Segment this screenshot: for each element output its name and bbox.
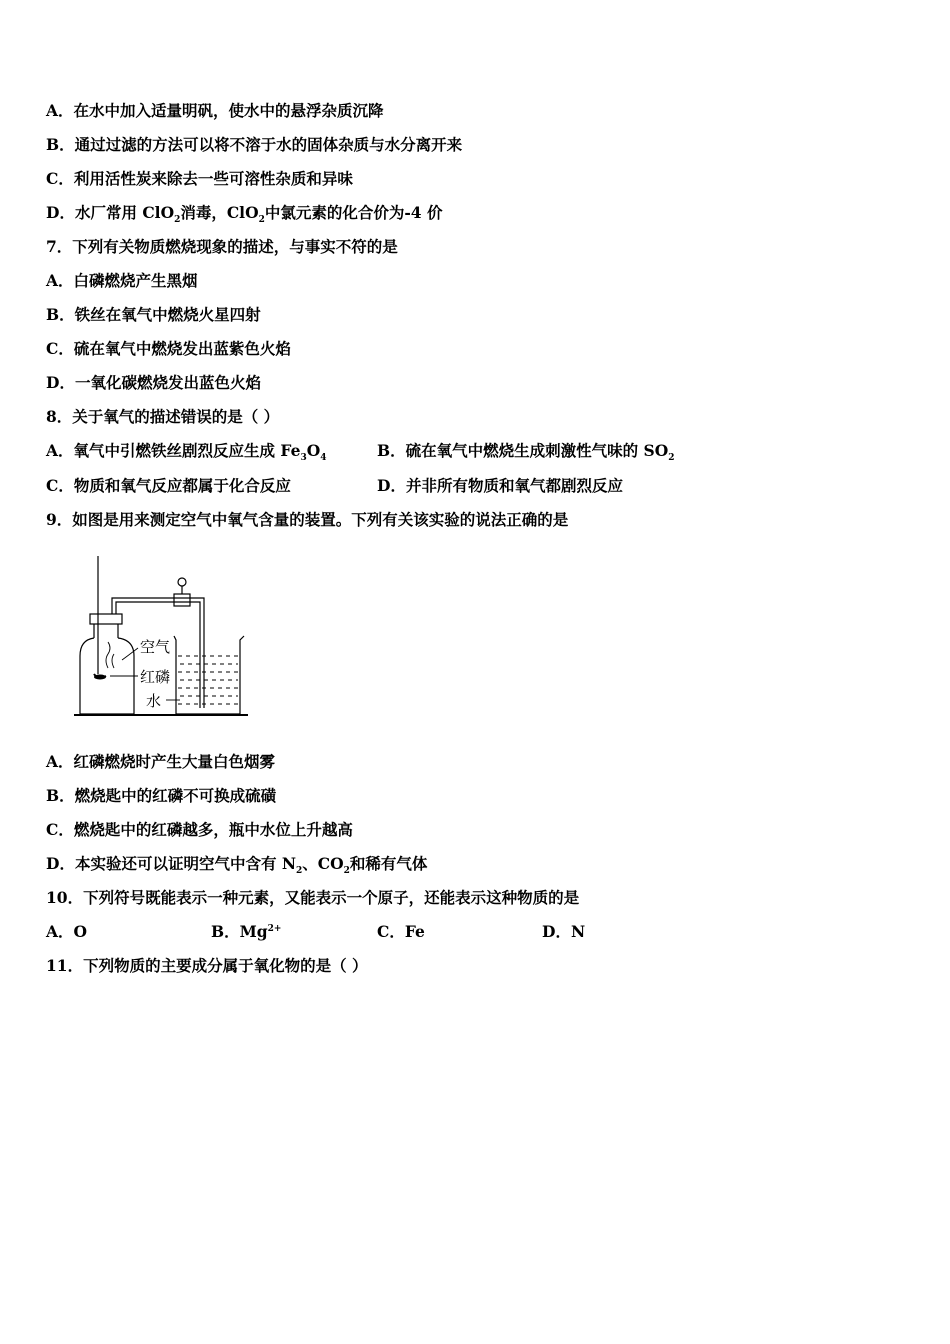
option-text: 白磷燃烧产生黑烟 — [73, 271, 198, 290]
q11-stem: 11．下列物质的主要成分属于氧化物的是（ ） — [46, 956, 368, 975]
option-text: 消毒，ClO — [180, 203, 259, 222]
red-phosphorus — [94, 675, 106, 680]
water — [178, 656, 238, 704]
subscript: 2 — [343, 866, 350, 877]
option-text: 水厂常用 ClO — [74, 203, 175, 222]
clamp — [174, 594, 190, 606]
smoke-wisp — [112, 654, 114, 668]
option-label: D． — [542, 922, 571, 941]
option-text: 通过过滤的方法可以将不溶于水的固体杂质与水分离开来 — [74, 135, 463, 154]
q7-option-a — [46, 268, 198, 294]
option-text: 并非所有物质和氧气都剧烈反应 — [405, 476, 623, 495]
option-label: D． — [46, 203, 75, 222]
option-text: 本实验还可以证明空气中含有 N — [74, 854, 297, 873]
subscript: 4 — [320, 453, 327, 464]
superscript: 2+ — [267, 923, 282, 934]
option-text: 、CO — [302, 854, 344, 873]
q8-options-row-1 — [46, 438, 746, 464]
q6-option-c — [46, 166, 353, 192]
subscript: 3 — [300, 453, 307, 464]
option-text: 在水中加入适量明矾，使水中的悬浮杂质沉降 — [73, 101, 384, 120]
q8-stem: 8．关于氧气的描述错误的是（ ） — [46, 407, 280, 426]
option-label: A． — [46, 101, 74, 120]
q10-option-a — [46, 919, 87, 945]
option-text: 燃烧匙中的红磷不可换成硫磺 — [74, 786, 277, 805]
option-text: 一氧化碳燃烧发出蓝色火焰 — [74, 373, 261, 392]
option-label: B． — [46, 135, 75, 154]
label-red-phosphorus: 红磷 — [140, 668, 171, 686]
option-text: 氧气中引燃铁丝剧烈反应生成 Fe — [73, 441, 301, 460]
stopper — [90, 614, 122, 624]
q7-option-c — [46, 336, 291, 362]
q9-option-b — [46, 783, 276, 809]
option-label: B． — [46, 305, 75, 324]
option-text: 物质和氧气反应都属于化合反应 — [73, 476, 291, 495]
subscript: 2 — [668, 453, 675, 464]
option-label: C． — [46, 339, 74, 358]
option-text: 铁丝在氧气中燃烧火星四射 — [74, 305, 261, 324]
option-label: B． — [377, 441, 406, 460]
option-label: B． — [46, 786, 75, 805]
option-text: 燃烧匙中的红磷越多，瓶中水位上升越高 — [73, 820, 353, 839]
q8-option-b — [377, 438, 674, 464]
q9-option-d — [46, 851, 427, 877]
pointer-air — [122, 648, 138, 660]
label-water: 水 — [146, 692, 162, 710]
option-label: D． — [46, 373, 75, 392]
option-label: A． — [46, 441, 74, 460]
q8-option-c — [46, 473, 291, 499]
option-text: 红磷燃烧时产生大量白色烟雾 — [73, 752, 276, 771]
smoke-wisp — [106, 642, 110, 668]
clamp-screw — [178, 578, 186, 586]
q6-option-b — [46, 132, 462, 158]
q10-options-row — [46, 919, 646, 945]
beaker — [174, 636, 244, 714]
q7-option-d — [46, 370, 261, 396]
subscript: 2 — [258, 215, 265, 226]
q8-options-row-2 — [46, 473, 746, 499]
q7-option-b — [46, 302, 261, 328]
apparatus-svg — [70, 548, 260, 726]
option-text: Fe — [404, 922, 425, 941]
q10-option-b — [211, 919, 281, 945]
q10-option-c — [377, 919, 425, 945]
option-text: 中氯元素的化合价为-4 价 — [264, 203, 443, 222]
q8-option-a — [46, 438, 327, 464]
q8-option-d — [377, 473, 623, 499]
subscript: 2 — [174, 215, 181, 226]
option-text: 利用活性炭来除去一些可溶性杂质和异味 — [73, 169, 353, 188]
option-label: A． — [46, 271, 74, 290]
option-label: C． — [46, 169, 74, 188]
q7-stem: 7．下列有关物质燃烧现象的描述，与事实不符的是 — [46, 237, 398, 256]
option-label: A． — [46, 922, 74, 941]
option-label: C． — [377, 922, 405, 941]
option-label: D． — [46, 854, 75, 873]
option-label: A． — [46, 752, 74, 771]
q10-stem: 10．下列符号既能表示一种元素，又能表示一个原子，还能表示这种物质的是 — [46, 888, 580, 907]
option-text: O — [306, 441, 321, 460]
option-label: B． — [211, 922, 240, 941]
option-label: C． — [46, 820, 74, 839]
q9-apparatus-figure — [70, 548, 260, 726]
q9-option-c — [46, 817, 353, 843]
option-text: 和稀有气体 — [349, 854, 428, 873]
option-text: O — [73, 922, 88, 941]
option-text: 硫在氧气中燃烧发出蓝紫色火焰 — [73, 339, 291, 358]
q6-option-d — [46, 200, 442, 226]
q9-stem: 9．如图是用来测定空气中氧气含量的装置。下列有关该实验的说法正确的是 — [46, 510, 569, 529]
q10-option-d — [542, 919, 585, 945]
option-text: Mg — [239, 922, 268, 941]
option-text: 硫在氧气中燃烧生成刺激性气味的 SO — [405, 441, 669, 460]
q6-option-a — [46, 98, 384, 124]
option-label: D． — [377, 476, 406, 495]
subscript: 2 — [296, 866, 303, 877]
option-label: C． — [46, 476, 74, 495]
q9-option-a — [46, 749, 275, 775]
label-air: 空气 — [140, 638, 171, 656]
option-text: N — [570, 922, 586, 941]
